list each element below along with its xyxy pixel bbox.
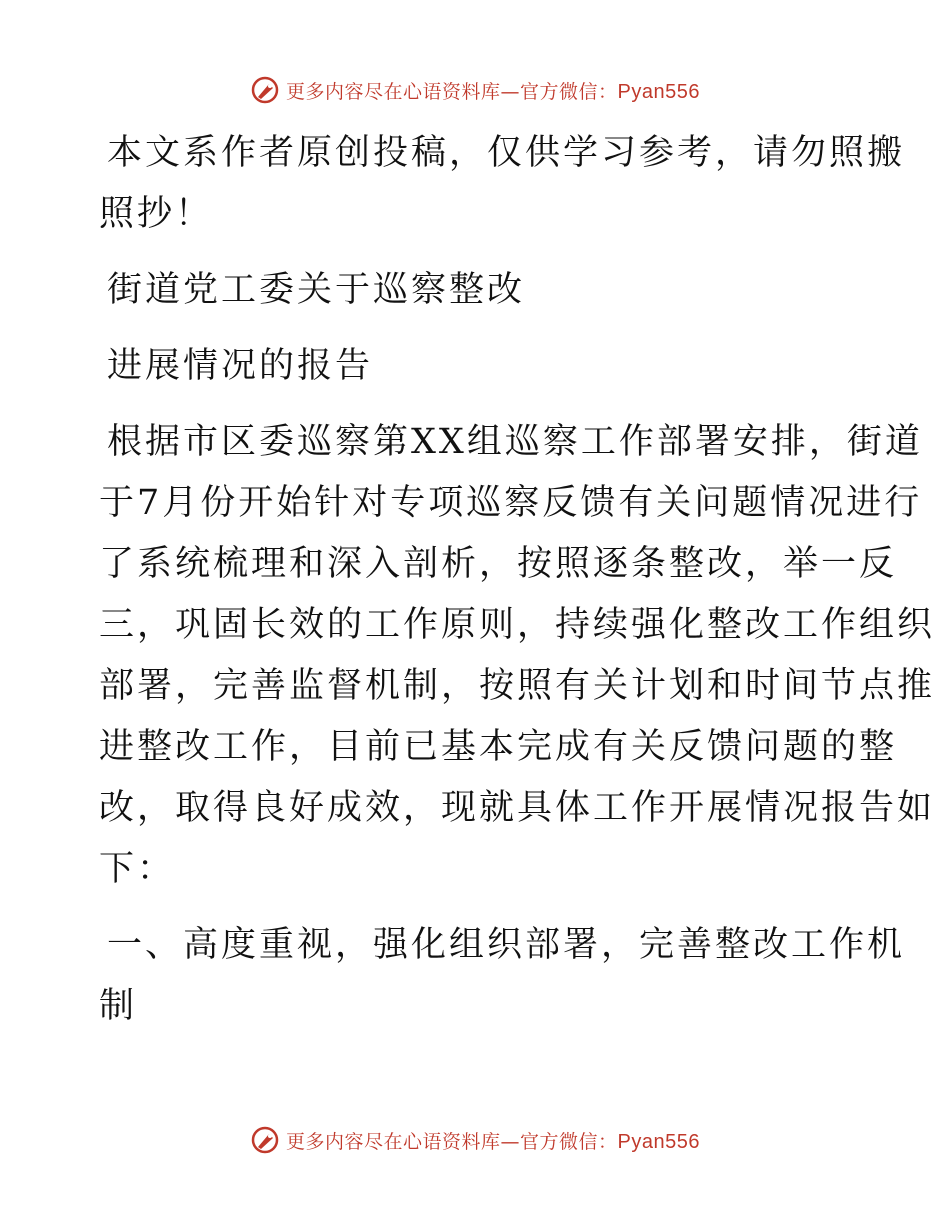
pen-nib-circle-icon [250, 75, 280, 105]
document-body [0, 123, 950, 1052]
watermark-footer [0, 1120, 950, 1160]
watermark-header [0, 70, 950, 110]
section-heading-1: 一、高度重视，强化组织部署，完善整改工作机 制 [99, 925, 906, 1026]
watermark-text: 更多内容尽在心语资料库—官方微信：Pyan556 [286, 80, 700, 103]
watermark-text: 更多内容尽在心语资料库—官方微信：Pyan556 [286, 1130, 700, 1153]
watermark-wechat-id: Pyan556 [617, 1130, 700, 1153]
document-title-line-1: 街道党工委关于巡察整改 [107, 270, 526, 310]
pen-nib-circle-icon [250, 1125, 280, 1155]
body-paragraph: 根据市区委巡察第XX组巡察工作部署安排，街道 于7月份开始针对专项巡察反馈有关问题情况进行 了系统梳理和深入剖析，按照逐条整改，举一反 三，巩固长效的工作原则，持续强化整改工作组织 部署，完善监督机制，按照有关计划和时间节点推 进整改工作，目前已基本完成有关反馈问题的整 改，取得良好成效，现就具体工作开展情况报告如 下： [99, 422, 936, 889]
document-title-line-2: 进展情况的报告 [107, 346, 374, 386]
watermark-wechat-id: Pyan556 [617, 80, 700, 103]
copyright-notice: 本文系作者原创投稿，仅供学习参考，请勿照搬 照抄！ [99, 133, 906, 234]
